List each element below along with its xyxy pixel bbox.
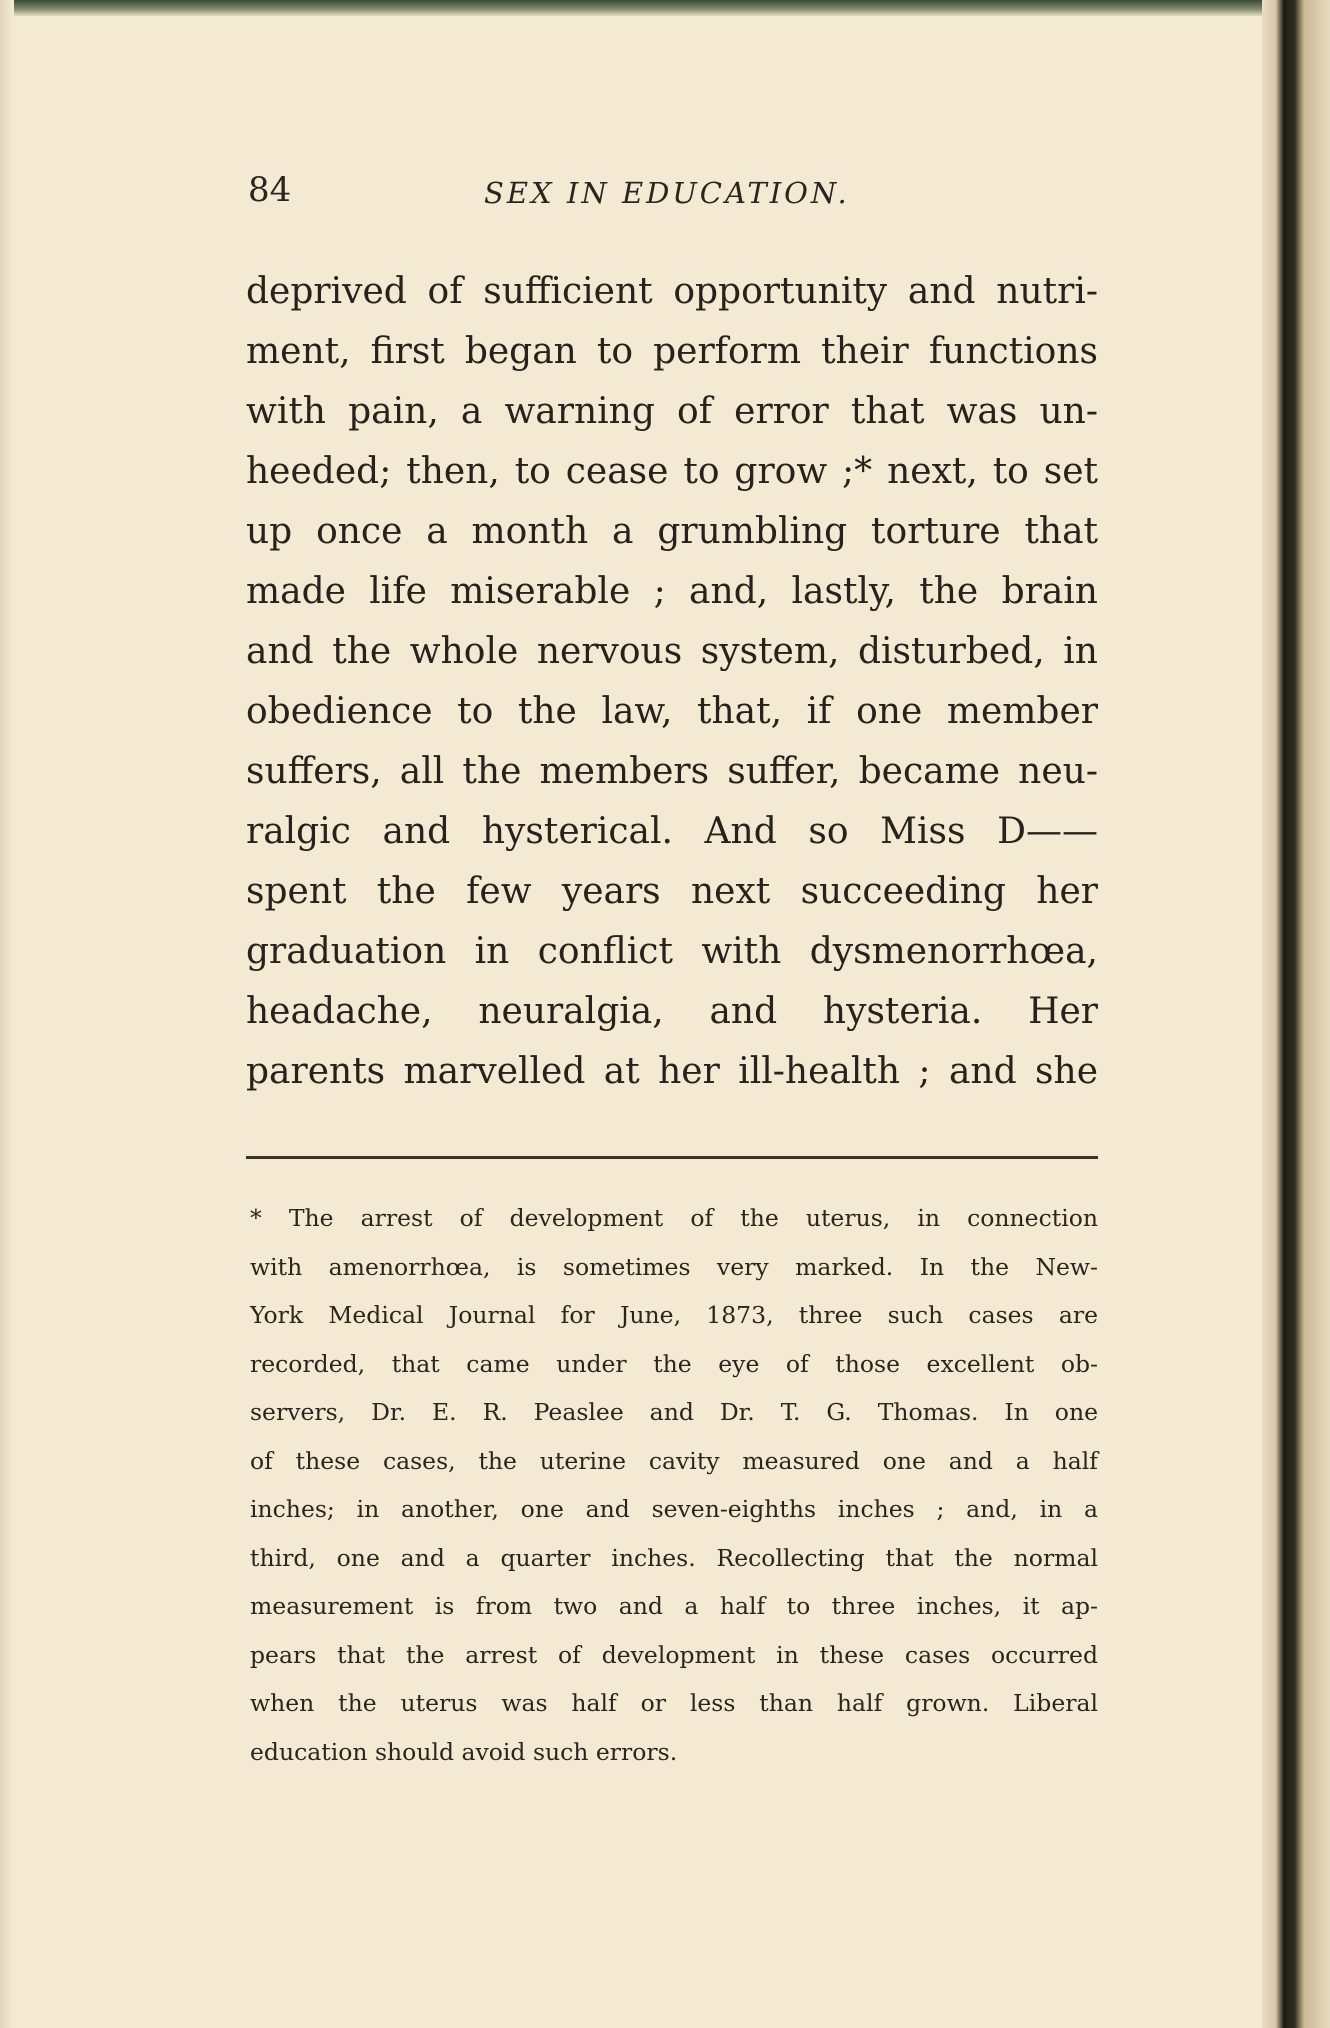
footnote-line: York Medical Journal for June, 1873, three such cases are <box>250 1301 1098 1329</box>
body-line: ment, first began to perform their functions <box>246 331 1098 372</box>
footnote-divider <box>246 1156 1098 1159</box>
page-left-shadow <box>0 0 14 2028</box>
body-line: and the whole nervous system, disturbed, in <box>246 631 1098 672</box>
body-line: deprived of sufficient opportunity and nutri- <box>246 271 1098 312</box>
book-top-edge <box>0 0 1330 16</box>
footnote-line: measurement is from two and a half to three inches, it ap- <box>250 1592 1098 1620</box>
body-line: graduation in conflict with dysmenorrhœa, <box>246 931 1098 972</box>
footnote-line: third, one and a quarter inches. Recollecting that the normal <box>250 1543 1098 1572</box>
body-line: ralgic and hysterical. And so Miss D—— <box>246 811 1098 852</box>
footnote-line: education should avoid such errors. <box>250 1737 678 1766</box>
footnote-line: inches; in another, one and seven-eighths inches ; and, in a <box>250 1495 1098 1523</box>
book-spine-edge <box>1262 0 1330 2028</box>
body-text <box>246 262 1098 1102</box>
footnote <box>250 1194 1098 1776</box>
body-line: up once a month a grumbling torture that <box>246 511 1098 552</box>
footnote-line: * The arrest of development of the uterus, in connection <box>250 1204 1098 1232</box>
footnote-line: when the uterus was half or less than half grown. Liberal <box>250 1689 1098 1717</box>
page-header <box>248 170 1098 220</box>
footnote-line: with amenorrhœa, is sometimes very marked. In the New- <box>250 1252 1098 1281</box>
footnote-line: pears that the arrest of development in these cases occurred <box>250 1640 1098 1669</box>
body-line: parents marvelled at her ill-health ; and she <box>246 1051 1098 1092</box>
body-line: suffers, all the members suffer, became neu- <box>246 751 1098 792</box>
footnote-line: of these cases, the uterine cavity measured one and a half <box>250 1446 1098 1475</box>
body-line: headache, neuralgia, and hysteria. Her <box>246 991 1098 1032</box>
running-head: SEX IN EDUCATION. <box>484 176 850 210</box>
body-line: obedience to the law, that, if one member <box>246 691 1098 732</box>
footnote-line: servers, Dr. E. R. Peaslee and Dr. T. G. Thomas. In one <box>250 1398 1098 1426</box>
footnote-line: recorded, that came under the eye of those excellent ob- <box>250 1349 1098 1378</box>
body-line: heeded; then, to cease to grow ;* next, to set <box>246 451 1098 492</box>
body-line: spent the few years next succeeding her <box>246 871 1098 912</box>
body-line: with pain, a warning of error that was un- <box>246 391 1098 432</box>
page-number: 84 <box>248 170 292 210</box>
body-line: made life miserable ; and, lastly, the brain <box>246 571 1098 612</box>
